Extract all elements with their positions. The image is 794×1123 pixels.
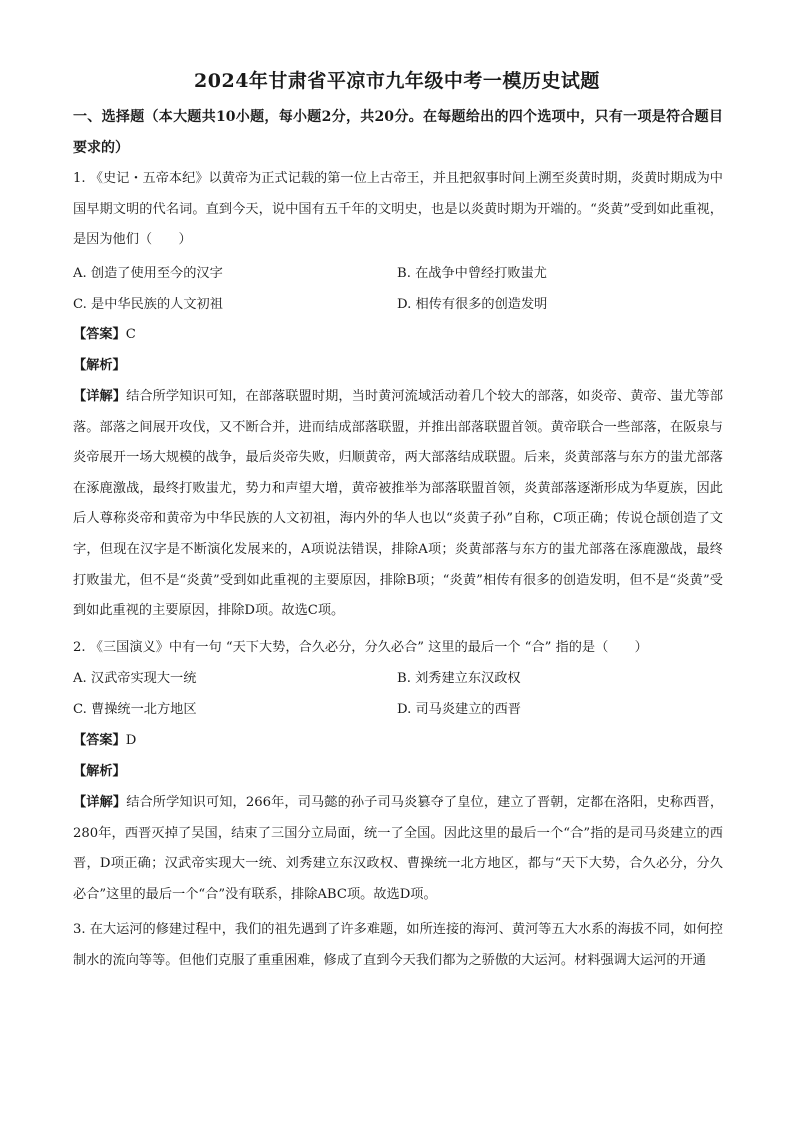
detail-text: 结合所学知识可知，266年，司马懿的孙子司马炎篡夺了皇位，建立了晋朝，定都在洛阳，史称西晋，280年，西晋灭掉了吴国，结束了三国分立局面，统一了全国。因此这里的最后一个“合”指的是司马炎建立的西晋，D项正确；汉武帝实现大一统、刘秀建立东汉政权、曹操统一北方地区，都与“天下大势，合久必分，分久必合”这里的最后一个“合”没有联系，排除ABC项。故选D项。: [73, 795, 724, 902]
question-1-stem: 1. 《史记・五帝本纪》以黄帝为正式记载的第一位上古帝王，并且把叙事时间上溯至炎黄时期，炎黄时期成为中国早期文明的代名词。直到今天，说中国有五千年的文明史，也是以炎黄时期为开端的。“炎黄”受到如此重视，是因为他们（ ）: [73, 171, 723, 248]
question-1-analysis-label: 【解析】: [73, 358, 126, 373]
answer-label: 【答案】: [73, 733, 126, 748]
question-1-option-c: C. 是中华民族的人文初祖: [73, 297, 223, 312]
question-2-option-b: B. 刘秀建立东汉政权: [397, 671, 521, 686]
question-1-option-b: B. 在战争中曾经打败蚩尤: [397, 266, 547, 281]
detail-text: 结合所学知识可知，在部落联盟时期，当时黄河流域活动着几个较大的部落，如炎帝、黄帝、蚩尤等部落。部落之间展开攻伐，又不断合并，进而结成部落联盟，并推出部落联盟首领。黄帝联合一些部落，在阪泉与炎帝展开一场大规模的战争，最后炎帝失败，归顺黄帝，两大部落结成联盟。后来，炎黄部落与东方的蚩尤部落在涿鹿激战，最终打败蚩尤，势力和声望大增，黄帝被推举为部落联盟首领，炎黄部落逐渐形成为华夏族，因此后人尊称炎帝和黄帝为中华民族的人文初祖，海内外的华人也以“炎黄子孙”自称，C项正确；传说仓颉创造了文字，但现在汉字是不断演化发展来的，A项说法错误，排除A项；炎黄部落与东方的蚩尤部落在涿鹿激战，最终打败蚩尤，但不是“炎黄”受到如此重视的主要原因，排除B项；“炎黄”相传有很多的创造发明，但不是“炎黄”受到如此重视的主要原因，排除D项。故选C项。: [73, 389, 724, 619]
question-2-answer: [73, 726, 136, 757]
answer-value: C: [125, 327, 136, 342]
question-2-option-c: C. 曹操统一北方地区: [73, 702, 197, 717]
question-1-option-d: D. 相传有很多的创造发明: [397, 297, 548, 312]
question-2-stem: 2. 《三国演义》中有一句 “天下大势，合久必分，分久必合” 这里的最后一个 “合” 指的是（ ）: [73, 640, 648, 655]
answer-value: D: [125, 733, 137, 748]
question-3-stem: 3. 在大运河的修建过程中，我们的祖先遇到了许多难题，如所连接的海河、黄河等五大水系的海拔不同，如何控制水的流向等等。但他们克服了重重困难，修成了直到今天我们都为之骄傲的大运河。材料强调大运河的开通: [73, 922, 723, 968]
question-2-analysis-label: 【解析】: [73, 764, 126, 779]
page-title: 2024年甘肃省平凉市九年级中考一模历史试题: [194, 70, 600, 92]
detail-label: 【详解】: [73, 389, 127, 404]
question-1-answer: [73, 320, 136, 351]
section-heading: 一、选择题（本大题共10小题，每小题2分，共20分。在每题给出的四个选项中，只有一项是符合题目要求的）: [73, 109, 723, 156]
question-2-option-d: D. 司马炎建立的西晋: [397, 702, 521, 717]
detail-label: 【详解】: [73, 795, 127, 810]
question-2-option-a: A. 汉武帝实现大一统: [73, 671, 197, 686]
question-2-detail: [73, 788, 723, 910]
answer-label: 【答案】: [73, 327, 126, 342]
question-1-option-a: A. 创造了使用至今的汉字: [73, 266, 223, 281]
question-1-detail: [73, 382, 723, 627]
